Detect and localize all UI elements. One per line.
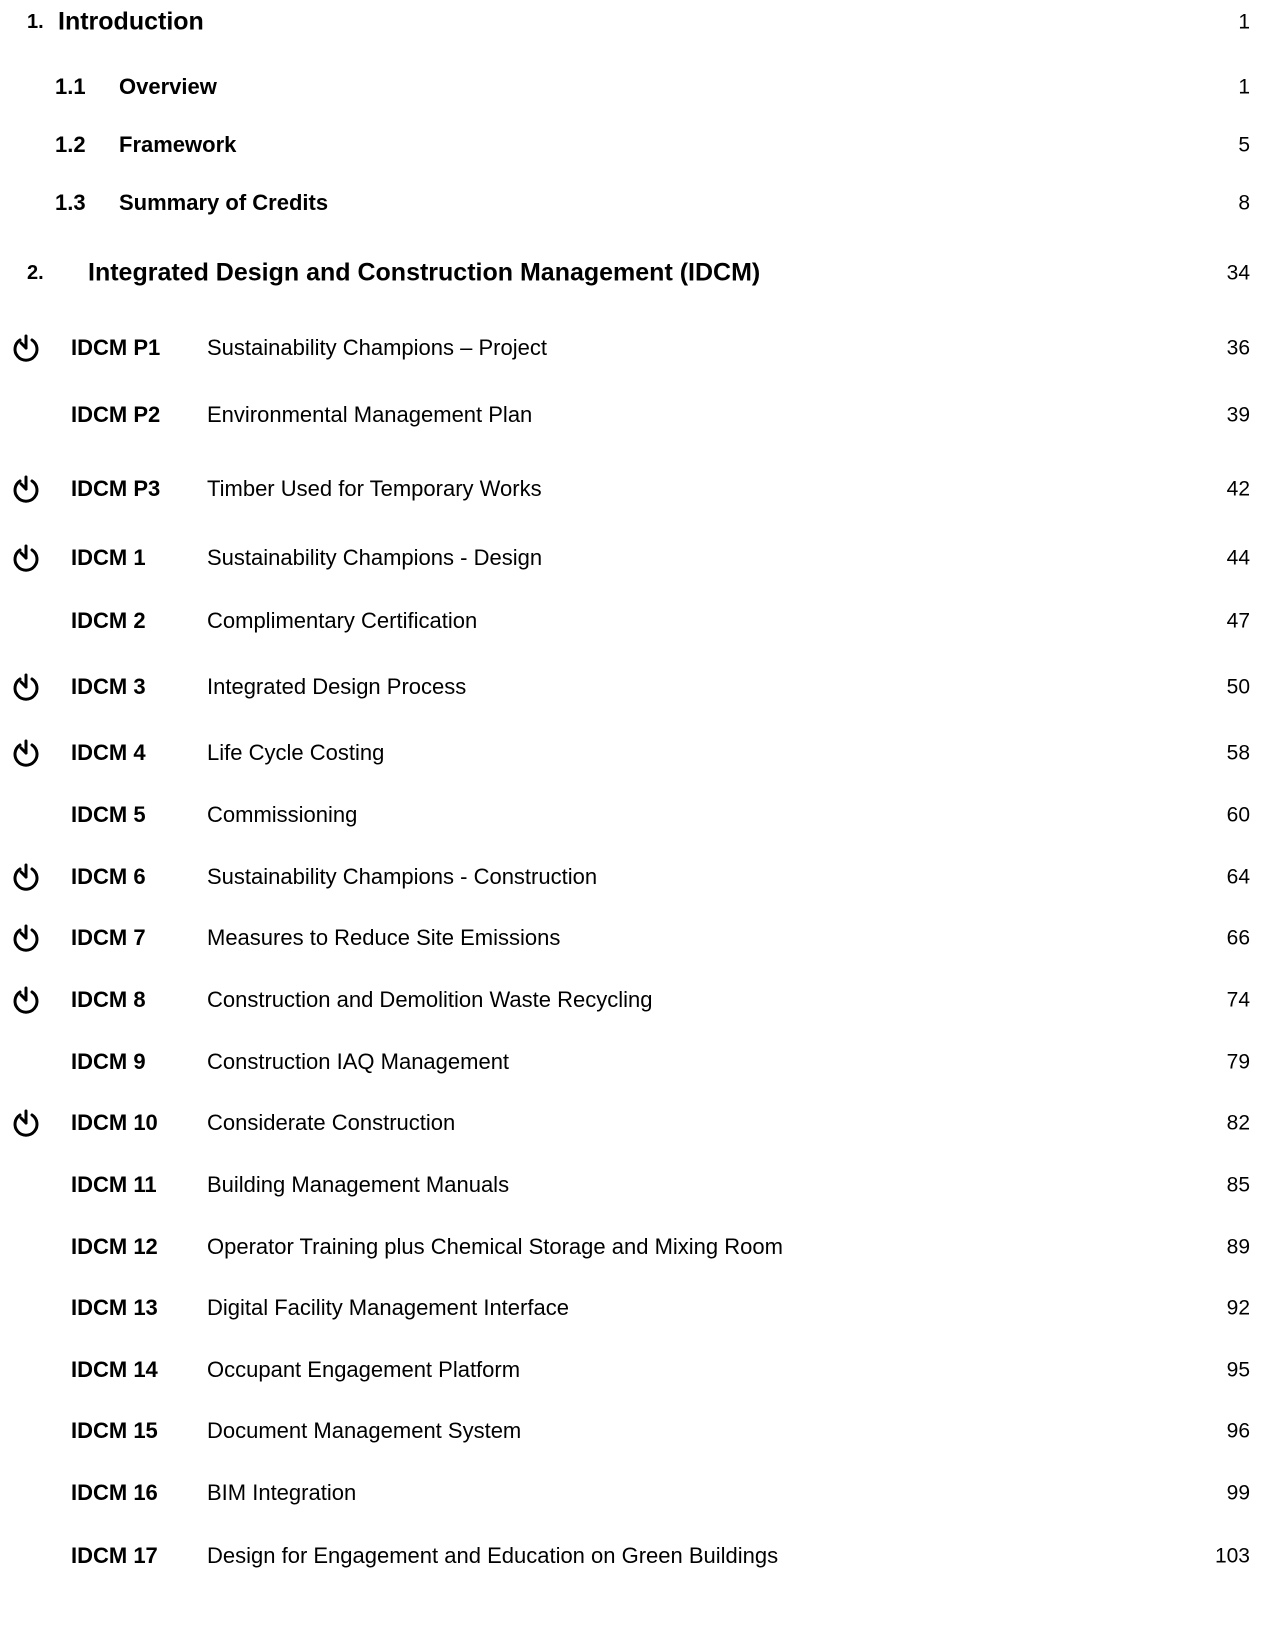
timer-icon bbox=[8, 471, 44, 507]
toc-entry-credit[interactable] bbox=[0, 667, 1262, 707]
section-title: Introduction bbox=[58, 7, 204, 36]
credit-title: Sustainability Champions – Project bbox=[207, 335, 547, 360]
credit-code: IDCM 6 bbox=[71, 864, 146, 889]
credit-code: IDCM 14 bbox=[71, 1357, 158, 1382]
timer-icon bbox=[8, 540, 44, 576]
toc-entry-summary-of-credits[interactable] bbox=[0, 183, 1262, 223]
toc-entry-idcm[interactable] bbox=[0, 253, 1262, 293]
credit-code: IDCM 2 bbox=[71, 608, 146, 633]
credit-title: Digital Facility Management Interface bbox=[207, 1295, 569, 1320]
section-number: 1.2 bbox=[55, 132, 86, 157]
credit-code: IDCM 5 bbox=[71, 802, 146, 827]
section-title: Overview bbox=[119, 74, 217, 99]
page-number: 44 bbox=[1226, 546, 1250, 570]
toc-entry-credit[interactable] bbox=[0, 328, 1262, 368]
timer-icon bbox=[8, 1105, 44, 1141]
credit-title: BIM Integration bbox=[207, 1480, 357, 1505]
credit-title: Operator Training plus Chemical Storage and Mixing Room bbox=[207, 1234, 783, 1259]
credit-code: IDCM 12 bbox=[71, 1234, 158, 1259]
credit-title: Integrated Design Process bbox=[207, 674, 467, 699]
timer-icon bbox=[8, 735, 44, 771]
toc-entry-framework[interactable] bbox=[0, 125, 1262, 165]
credit-code: IDCM P1 bbox=[71, 335, 161, 360]
toc-entry-credit[interactable] bbox=[0, 1103, 1262, 1143]
credit-code: IDCM P2 bbox=[71, 402, 161, 427]
page-number: 89 bbox=[1226, 1235, 1250, 1259]
toc-entry-credit[interactable] bbox=[0, 601, 1262, 641]
toc-entry-credit[interactable] bbox=[0, 980, 1262, 1020]
section-title: Summary of Credits bbox=[119, 190, 329, 215]
credit-title: Design for Engagement and Education on Green Buildings bbox=[207, 1543, 779, 1568]
page-number: 34 bbox=[1226, 261, 1250, 285]
page-number: 66 bbox=[1226, 926, 1250, 950]
page-number: 74 bbox=[1226, 988, 1250, 1012]
page-number: 60 bbox=[1226, 803, 1250, 827]
credit-title: Document Management System bbox=[207, 1418, 522, 1443]
toc-entry-credit[interactable] bbox=[0, 1473, 1262, 1513]
timer-icon bbox=[8, 920, 44, 956]
credit-code: IDCM 15 bbox=[71, 1418, 158, 1443]
credit-title: Considerate Construction bbox=[207, 1110, 456, 1135]
page-number: 36 bbox=[1226, 336, 1250, 360]
timer-icon bbox=[8, 982, 44, 1018]
toc-entry-credit[interactable] bbox=[0, 538, 1262, 578]
credit-title: Construction and Demolition Waste Recycling bbox=[207, 987, 653, 1012]
page-number: 103 bbox=[1214, 1544, 1250, 1568]
credit-code: IDCM 9 bbox=[71, 1049, 146, 1074]
credit-code: IDCM 11 bbox=[71, 1172, 157, 1197]
credit-code: IDCM 17 bbox=[71, 1543, 158, 1568]
timer-icon bbox=[8, 330, 44, 366]
page-number: 1 bbox=[1238, 75, 1250, 99]
credit-title: Environmental Management Plan bbox=[207, 402, 533, 427]
credit-title: Measures to Reduce Site Emissions bbox=[207, 925, 561, 950]
page-number: 1 bbox=[1238, 10, 1250, 34]
credit-title: Sustainability Champions - Design bbox=[207, 545, 543, 570]
timer-icon bbox=[8, 859, 44, 895]
credit-title: Construction IAQ Management bbox=[207, 1049, 510, 1074]
credit-title: Building Management Manuals bbox=[207, 1172, 510, 1197]
toc-entry-credit[interactable] bbox=[0, 1536, 1262, 1576]
credit-code: IDCM 8 bbox=[71, 987, 146, 1012]
page-number: 79 bbox=[1226, 1050, 1250, 1074]
toc-entry-credit[interactable] bbox=[0, 1227, 1262, 1267]
credit-title: Complimentary Certification bbox=[207, 608, 478, 633]
section-title: Integrated Design and Construction Management (IDCM) bbox=[88, 258, 761, 287]
credit-code: IDCM 4 bbox=[71, 740, 146, 765]
page-number: 42 bbox=[1226, 477, 1250, 501]
toc-entry-credit[interactable] bbox=[0, 733, 1262, 773]
toc-entry-overview[interactable] bbox=[0, 67, 1262, 107]
toc-entry-credit[interactable] bbox=[0, 1350, 1262, 1390]
section-title: Framework bbox=[119, 132, 237, 157]
timer-icon bbox=[8, 669, 44, 705]
section-number: 2. bbox=[27, 262, 44, 284]
section-number: 1.1 bbox=[55, 74, 86, 99]
page-number: 92 bbox=[1226, 1296, 1250, 1320]
toc-entry-credit[interactable] bbox=[0, 469, 1262, 509]
page-number: 85 bbox=[1226, 1173, 1250, 1197]
credit-code: IDCM 16 bbox=[71, 1480, 158, 1505]
page-number: 96 bbox=[1226, 1419, 1250, 1443]
section-number: 1.3 bbox=[55, 190, 86, 215]
toc-entry-credit[interactable] bbox=[0, 395, 1262, 435]
toc-entry-credit[interactable] bbox=[0, 795, 1262, 835]
page-number: 39 bbox=[1226, 403, 1250, 427]
credit-code: IDCM 13 bbox=[71, 1295, 158, 1320]
toc-entry-introduction[interactable] bbox=[0, 2, 1262, 42]
page-number: 99 bbox=[1226, 1481, 1250, 1505]
credit-title: Commissioning bbox=[207, 802, 358, 827]
page-number: 47 bbox=[1226, 609, 1250, 633]
page-number: 8 bbox=[1238, 191, 1250, 215]
credit-title: Sustainability Champions - Construction bbox=[207, 864, 598, 889]
credit-title: Timber Used for Temporary Works bbox=[207, 476, 542, 501]
credit-code: IDCM 3 bbox=[71, 674, 146, 699]
page-number: 5 bbox=[1238, 133, 1250, 157]
toc-entry-credit[interactable] bbox=[0, 1288, 1262, 1328]
page-number: 58 bbox=[1226, 741, 1250, 765]
credit-code: IDCM 1 bbox=[71, 545, 146, 570]
toc-entry-credit[interactable] bbox=[0, 1042, 1262, 1082]
page-number: 95 bbox=[1226, 1358, 1250, 1382]
section-number: 1. bbox=[27, 11, 44, 33]
credit-code: IDCM 7 bbox=[71, 925, 146, 950]
page-number: 64 bbox=[1226, 865, 1250, 889]
toc-entry-credit[interactable] bbox=[0, 857, 1262, 897]
credit-title: Occupant Engagement Platform bbox=[207, 1357, 521, 1382]
toc-entry-credit[interactable] bbox=[0, 1165, 1262, 1205]
page-number: 50 bbox=[1226, 675, 1250, 699]
page-number: 82 bbox=[1226, 1111, 1250, 1135]
credit-code: IDCM P3 bbox=[71, 476, 161, 501]
credit-code: IDCM 10 bbox=[71, 1110, 158, 1135]
toc-entry-credit[interactable] bbox=[0, 918, 1262, 958]
credit-title: Life Cycle Costing bbox=[207, 740, 385, 765]
toc-entry-credit[interactable] bbox=[0, 1411, 1262, 1451]
